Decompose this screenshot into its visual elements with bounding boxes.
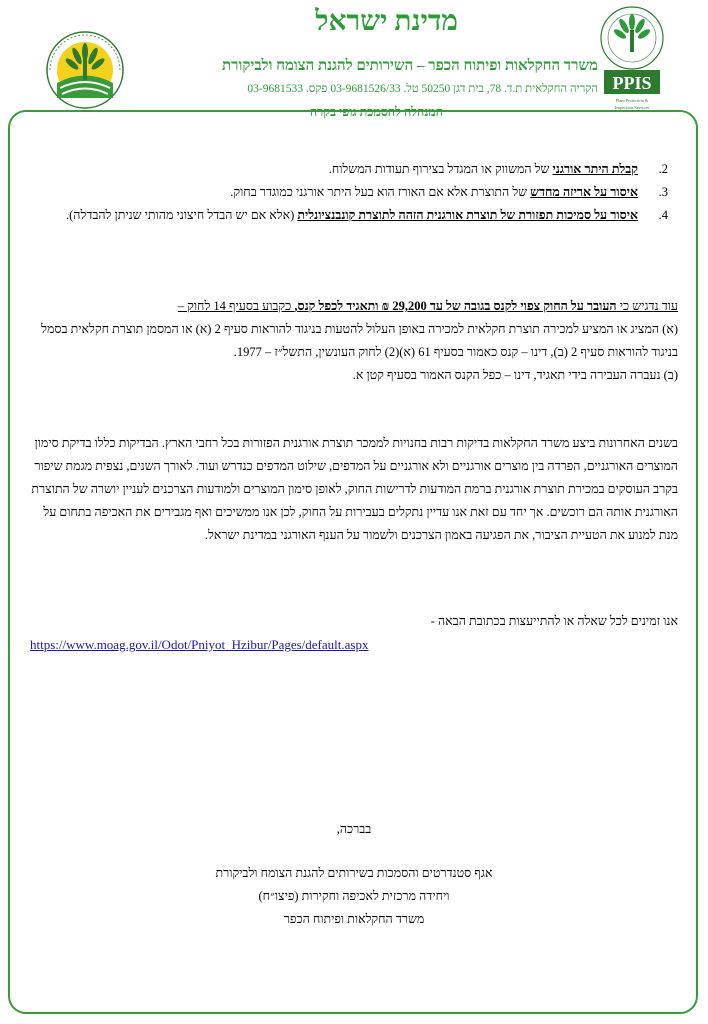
list-item-text: של המשווק או המגדל בצירוף תעודות המשלוח.	[328, 162, 553, 176]
svg-text:PPIS: PPIS	[612, 73, 652, 93]
fine-item-b: (ב) נעברה העבירה בידי תאגיד, דינו – כפל הקנס האמור בסעיף קטן א.	[352, 368, 678, 382]
fine-section	[30, 295, 678, 387]
list-item-text: של התוצרת אלא אם האורז הוא בעל היתר אורגני כמוגדר בחוק.	[230, 185, 531, 199]
list-item-bold: איסור על אריזה מחדש	[530, 185, 638, 199]
contact-link[interactable]: https://www.moag.gov.il/Odot/Pniyot_Hzibur/Pages/default.aspx	[30, 637, 369, 652]
signature-line-1: אגף סטנדרטים והסמכות בשירותים להגנת הצומח ולביקורת	[215, 866, 493, 880]
list-item-bold: קבלת היתר אורגני	[552, 162, 638, 176]
ministry-line: משרד החקלאות ופיתוח הכפר – השירותים להגנת הצומח ולביקורת	[222, 58, 598, 74]
ministry-of-agriculture-logo	[44, 28, 126, 118]
fine-item-a: (א) המציג או המציע למכירה תוצרת חקלאית למכירה באופן העלול להטעות בניגוד להוראות סעיף 2 (א) או המסמן תוצרת חקלאית בסמל בניגוד להוראות סעיף 2 (ב), דינו – קנס כאמור בסעיף 61 (א)(2) לחוק העונשין, התשל״ז – 1977.	[41, 322, 678, 359]
svg-text:Plant Protection &: Plant Protection &	[615, 98, 649, 103]
list-item	[30, 181, 678, 204]
signature-block	[30, 862, 678, 931]
greeting: בברכה,	[336, 822, 372, 836]
contact-text: אנו זמינים לכל שאלה או להתייעצות בכתובת הבאה -	[430, 614, 678, 628]
fine-intro: עוד נדגיש כי העובר על החוק צפוי לקנס בגובה של עד 29,200 ₪ ותאגיד לכפל קנס, כקבוע בסעיף 14 לחוק –	[177, 299, 678, 313]
requirements-list	[30, 158, 678, 227]
list-number: 2.	[658, 162, 668, 176]
state-title: מדינת ישראל	[315, 6, 458, 37]
signature-line-3: משרד החקלאות ופיתוח הכפר	[283, 912, 425, 926]
list-item-bold: איסור על סמיכות תפזורת של תוצרת אורגנית הזהה לתוצרת קונבנציונלית	[297, 208, 638, 222]
svg-text:Inspection Services: Inspection Services	[614, 105, 650, 110]
list-item-text: (אלא אם יש הבדל חיצוני מהותי שניתן להבדלה).	[66, 208, 298, 222]
list-number: 4.	[658, 208, 668, 222]
list-item	[30, 158, 678, 181]
department-line: המנהלה להסמכת גופי בקרה	[309, 105, 443, 119]
list-number: 3.	[658, 185, 668, 199]
list-item	[30, 204, 678, 227]
body-paragraph: בשנים האחרונות ביצע משרד החקלאות בדיקות רבות בחנויות לממכר תוצרת אורגנית הפזורות בכל רחבי הארץ. הבדיקות כללו בדיקת סימון המוצרים האורגניים, הפרדה בין מוצרים אורגניים ולא אורגניים על המדפים, שילוט המדפים כנדרש ועוד. לאורך השנים, נצפית מגמת שיפור בקרב העוסקים במכירת תוצרת אורגנית ברמת המודעות לדרישות החוק, לאופן סימון המוצרים ולמודעות הצרכנים לעניין יושרה של התוצרת האורגנית אותה הם רוכשים. אך יחד עם זאת אנו עדיין נתקלים בעבירות על החוק, לכן אנו ממשיכים ואף מגבירים את האכיפה בתחום על מנת למנוע את הטעיית הציבור, את הפגיעה באמון הצרכנים ולשמור על הענף האורגני במדינת ישראל.	[31, 436, 678, 542]
contact-section	[30, 610, 678, 656]
address-line: הקריה החקלאית ת.ד. 78, בית דגן 50250 טל. 03-9681526/33 פקס. 03-9681533	[247, 83, 598, 95]
signature-line-2: ויחידה מרכזית לאכיפה וחקירות (פיצו״ח)	[258, 889, 450, 903]
ppis-logo	[596, 4, 668, 116]
